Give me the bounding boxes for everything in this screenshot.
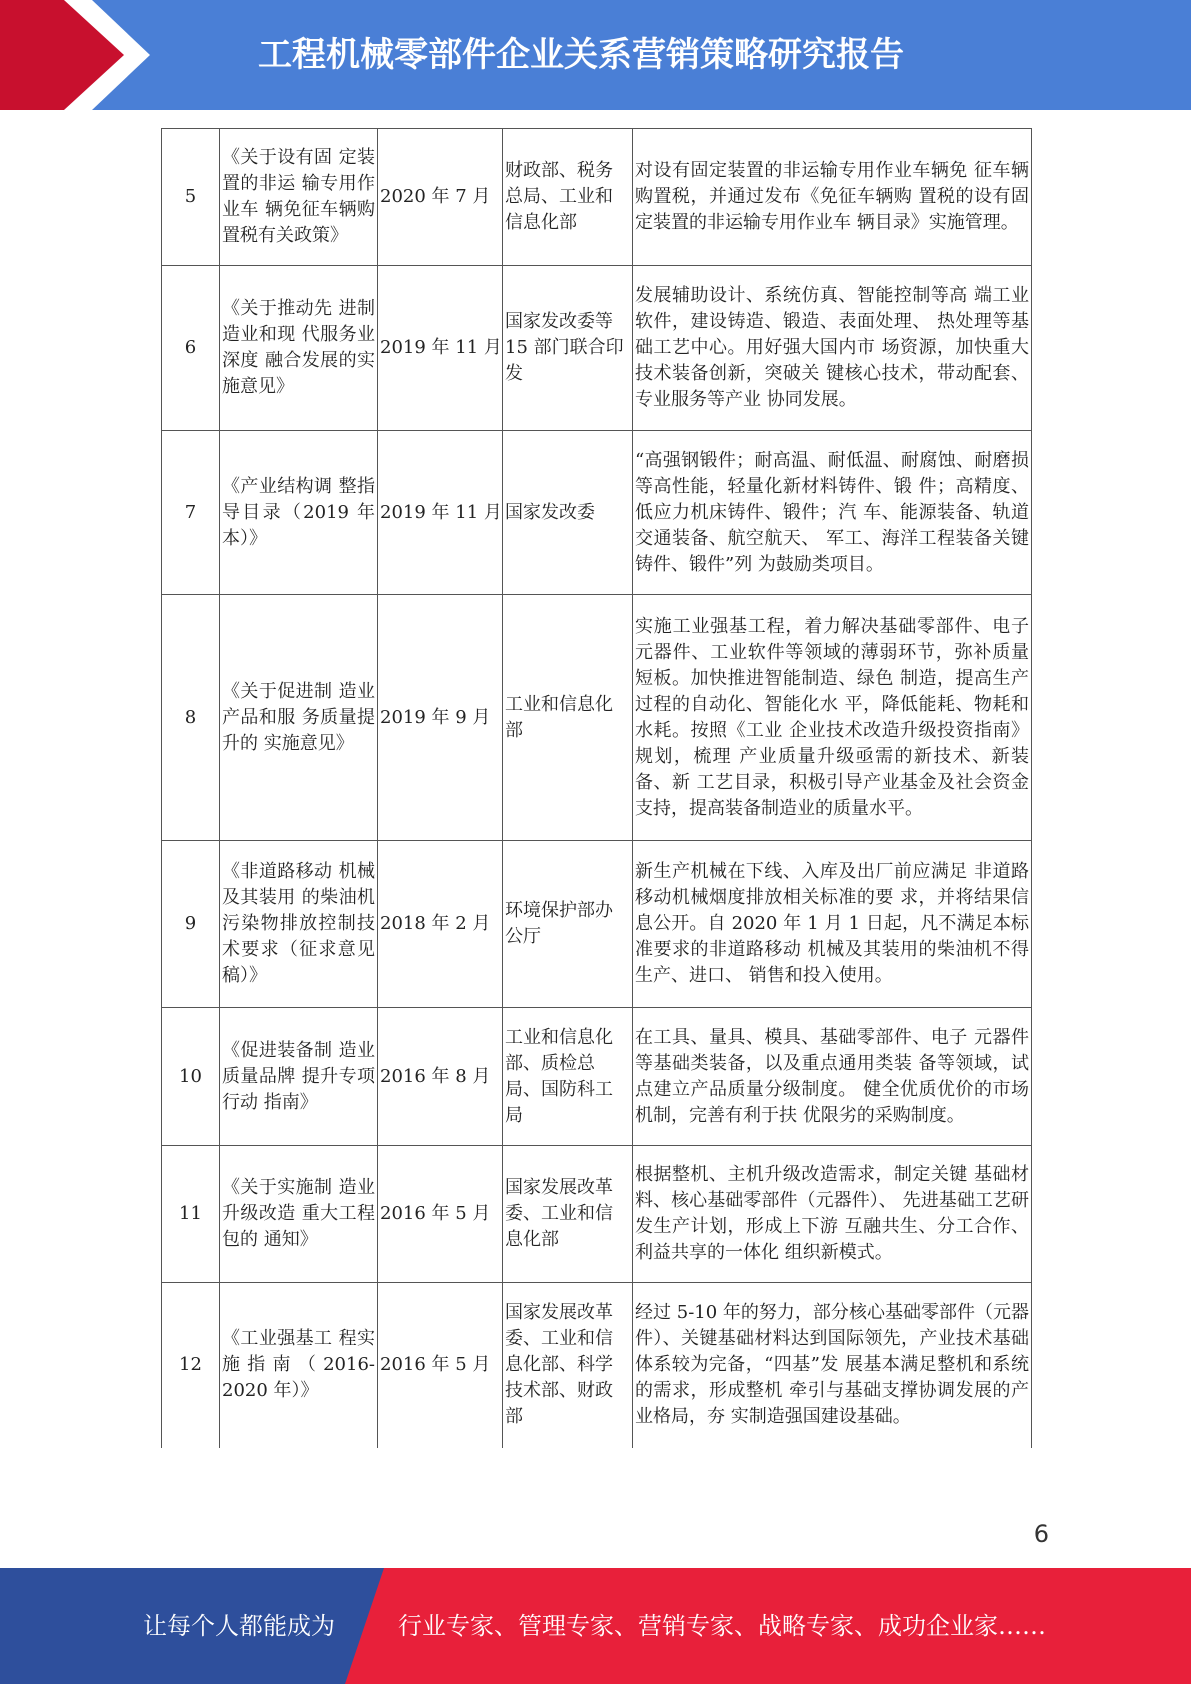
policy-name: 《关于设有固 定装置的非运 输专用作业车 辆免征车辆购 置税有关政策》	[220, 129, 378, 266]
row-number: 7	[162, 431, 220, 595]
issuing-department: 国家发展改革委、工业和信息化部	[503, 1146, 633, 1283]
issue-date: 2016 年 8 月	[378, 1008, 503, 1146]
table-row	[162, 129, 1032, 266]
policy-content: 实施工业强基工程，着力解决基础零部件、电子元器件、工业软件等领域的薄弱环节，弥补质量短板。加快推进智能制造、绿色 制造，提高生产过程的自动化、智能化水 平，降低能耗、物耗和水耗。按照《工业 企业技术改造升级投资指南》规划，梳理 产业质量升级亟需的新技术、新装备、新 工艺目录，积极引导产业基金及社会资金 支持，提高装备制造业的质量水平。	[633, 595, 1032, 841]
row-number: 6	[162, 266, 220, 431]
policy-content: 根据整机、主机升级改造需求，制定关键 基础材料、核心基础零部件（元器件）、 先进基础工艺研发生产计划，形成上下游 互融共生、分工合作、利益共享的一体化 组织新模式。	[633, 1146, 1032, 1283]
policy-name: 《工业强基工 程实施指南（2016-2020 年）》	[220, 1283, 378, 1448]
policy-name: 《促进装备制 造业质量品牌 提升专项行动 指南》	[220, 1008, 378, 1146]
issuing-department: 国家发改委	[503, 431, 633, 595]
policy-content: “高强钢锻件；耐高温、耐低温、耐腐蚀、耐磨损等高性能，轻量化新材料铸件、锻 件；高精度、低应力机床铸件、锻件；汽 车、能源装备、轨道交通装备、航空航天、 军工、海洋工程装备关键铸件、锻件”列 为鼓励类项目。	[633, 431, 1032, 595]
table-row	[162, 841, 1032, 1008]
table-row	[162, 595, 1032, 841]
issue-date: 2016 年 5 月	[378, 1283, 503, 1448]
policy-name: 《关于促进制 造业产品和服 务质量提升的 实施意见》	[220, 595, 378, 841]
policy-content: 对设有固定装置的非运输专用作业车辆免 征车辆购置税，并通过发布《免征车辆购 置税的设有固定装置的非运输专用作业车 辆目录》实施管理。	[633, 129, 1032, 266]
policy-table	[161, 128, 1031, 1448]
policy-name: 《关于推动先 进制造业和现 代服务业深度 融合发展的实 施意见》	[220, 266, 378, 431]
page-header	[0, 0, 1191, 110]
table-row	[162, 1146, 1032, 1283]
issue-date: 2019 年 11 月	[378, 266, 503, 431]
row-number: 8	[162, 595, 220, 841]
table-row	[162, 431, 1032, 595]
page-footer	[0, 1568, 1191, 1684]
footer-slogan-right: 行业专家、管理专家、营销专家、战略专家、成功企业家……	[398, 1612, 1046, 1640]
issuing-department: 财政部、税务总局、工业和信息化部	[503, 129, 633, 266]
row-number: 12	[162, 1283, 220, 1448]
policy-content: 新生产机械在下线、入库及出厂前应满足 非道路移动机械烟度排放相关标准的要 求，并将结果信息公开。自 2020 年 1 月 1 日起，凡不满足本标准要求的非道路移动 机械及其装用的柴油机不得生产、进口、 销售和投入使用。	[633, 841, 1032, 1008]
issue-date: 2019 年 9 月	[378, 595, 503, 841]
page-number: 6	[1033, 1520, 1049, 1548]
table-row	[162, 1008, 1032, 1146]
row-number: 11	[162, 1146, 220, 1283]
issuing-department: 国家发改委等 15 部门联合印发	[503, 266, 633, 431]
row-number: 9	[162, 841, 220, 1008]
table-row	[162, 266, 1032, 431]
footer-slogan-left: 让每个人都能成为	[143, 1612, 335, 1640]
issue-date: 2020 年 7 月	[378, 129, 503, 266]
policy-name: 《关于实施制 造业升级改造 重大工程包的 通知》	[220, 1146, 378, 1283]
issue-date: 2016 年 5 月	[378, 1146, 503, 1283]
issuing-department: 工业和信息化部、质检总局、国防科工局	[503, 1008, 633, 1146]
issuing-department: 环境保护部办公厅	[503, 841, 633, 1008]
issue-date: 2019 年 11 月	[378, 431, 503, 595]
policy-name: 《非道路移动 机械及其装用 的柴油机污染物排放控制技 术要求（征求意见稿）》	[220, 841, 378, 1008]
row-number: 10	[162, 1008, 220, 1146]
policy-content: 经过 5-10 年的努力，部分核心基础零部件（元器件）、关键基础材料达到国际领先，产业技术基础体系较为完备，“四基”发 展基本满足整机和系统的需求，形成整机 牵引与基础支撑协调发展的产业格局，夯 实制造强国建设基础。	[633, 1283, 1032, 1448]
policy-name: 《产业结构调 整指导目录（2019 年本）》	[220, 431, 378, 595]
report-title: 工程机械零部件企业关系营销策略研究报告	[258, 35, 904, 75]
policy-content: 发展辅助设计、系统仿真、智能控制等高 端工业软件，建设铸造、锻造、表面处理、 热处理等基础工艺中心。用好强大国内市 场资源，加快重大技术装备创新，突破关 键核心技术，带动配套、专业服务等产业 协同发展。	[633, 266, 1032, 431]
issue-date: 2018 年 2 月	[378, 841, 503, 1008]
row-number: 5	[162, 129, 220, 266]
table-row	[162, 1283, 1032, 1448]
policy-content: 在工具、量具、模具、基础零部件、电子 元器件等基础类装备，以及重点通用类装 备等领域，试点建立产品质量分级制度。 健全优质优价的市场机制，完善有利于扶 优限劣的采购制度。	[633, 1008, 1032, 1146]
issuing-department: 国家发展改革委、工业和信息化部、科学技术部、财政部	[503, 1283, 633, 1448]
issuing-department: 工业和信息化部	[503, 595, 633, 841]
